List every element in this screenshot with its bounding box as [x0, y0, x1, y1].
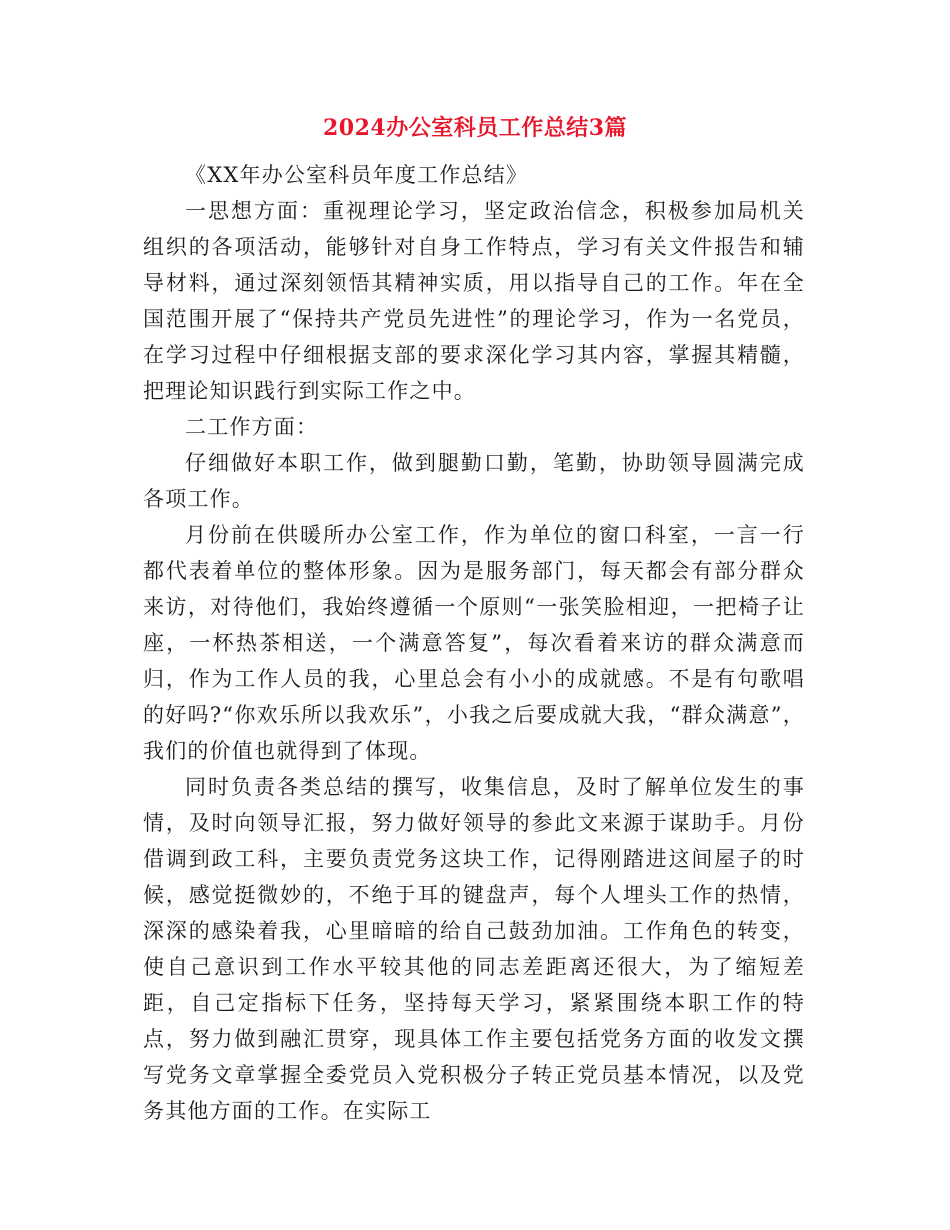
- paragraph-work-heading: 二工作方面：: [185, 415, 319, 439]
- paragraph-heating-office: 月份前在供暖所办公室工作，作为单位的窗口科室，一言一行都代表着单位的整体形象。因为是服务部门，每天都会有部分群众来访，对待他们，我始终遵循一个原则“一张笑脸相迎，一把椅子让座，一杯热茶相送，一个满意答复”，每次看着来访的群众满意而归，作为工作人员的我，心里总会有小小的成就感。不是有句歌唱的好吗?“你欢乐所以我欢乐”，小我之后要成就大我，“群众满意”，我们的价值也就得到了体现。: [143, 523, 805, 763]
- document-body: [143, 157, 805, 1129]
- document-title: 2024办公室科员工作总结3篇: [322, 115, 628, 141]
- paragraph-ideology: 一思想方面：重视理论学习，坚定政治信念，积极参加局机关组织的各项活动，能够针对自身工作特点，学习有关文件报告和辅导材料，通过深刻领悟其精神实质，用以指导自己的工作。年在全国范围开展了“保持共产党员先进性”的理论学习，作为一名党员，在学习过程中仔细根据支部的要求深化学习其内容，掌握其精髓，把理论知识践行到实际工作之中。: [143, 199, 805, 403]
- paragraph-duty: 仔细做好本职工作，做到腿勤口勤，笔勤，协助领导圆满完成各项工作。: [143, 451, 805, 511]
- paragraph-party-work: 同时负责各类总结的撰写，收集信息，及时了解单位发生的事情，及时向领导汇报，努力做好领导的参此文来源于谋助手。月份借调到政工科，主要负责党务这块工作，记得刚踏进这间屋子的时候，感觉挺微妙的，不绝于耳的键盘声，每个人埋头工作的热情，深深的感染着我，心里暗暗的给自己鼓劲加油。工作角色的转变，使自己意识到工作水平较其他的同志差距离还很大，为了缩短差距，自己定指标下任务，坚持每天学习，紧紧围绕本职工作的特点，努力做到融汇贯穿，现具体工作主要包括党务方面的收发文撰写党务文章掌握全委党员入党积极分子转正党员基本情况，以及党务其他方面的工作。在实际工: [143, 775, 805, 1123]
- paragraph-subtitle: 《XX年办公室科员年度工作总结》: [185, 163, 529, 187]
